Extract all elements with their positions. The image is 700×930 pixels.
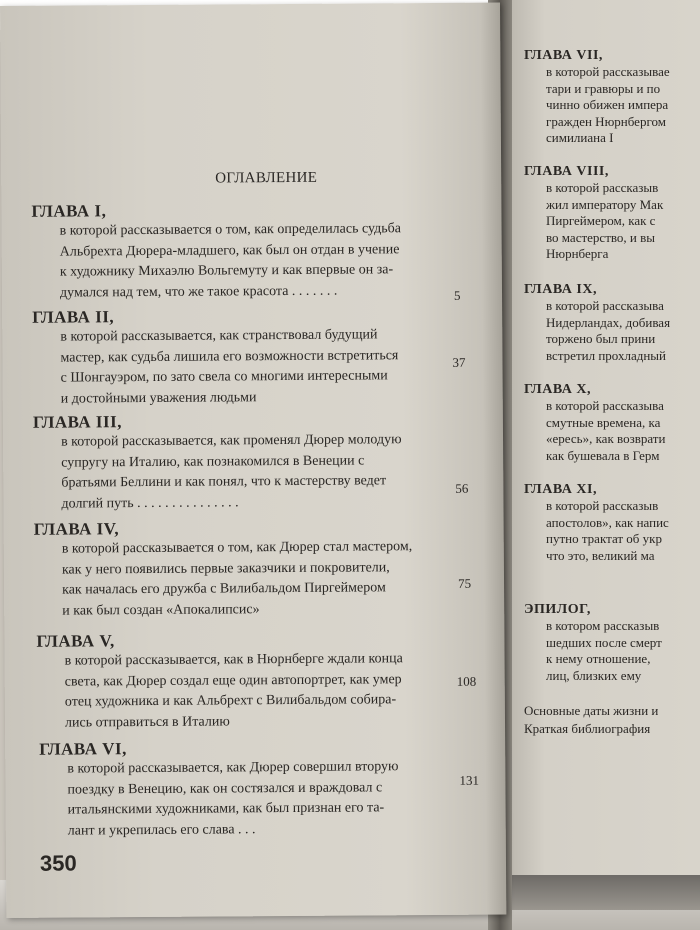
description-line: во мастерство, и вы [546, 229, 656, 245]
chapter-heading: ЭПИЛОГ, [524, 602, 591, 617]
chapter-heading: ГЛАВА VIII, [524, 164, 609, 179]
description-line: путно трактат об укр [546, 531, 662, 546]
description-line: торжено был прини [546, 331, 656, 346]
description-line: шедших после смерт [546, 634, 662, 650]
chapter-page-number: 108 [456, 673, 477, 689]
description-line: в которой рассказывается о том, как определилась судьба [59, 221, 402, 239]
chapter-description [62, 537, 413, 621]
description-line: жил императору Мак [546, 196, 664, 212]
description-line: симилиана I [546, 130, 614, 145]
chapter-entry [39, 737, 399, 842]
description-line: братьями Беллини и как понял, что к мастерству ведет [61, 473, 387, 491]
chapter-entry [34, 517, 413, 622]
description-line: долгий путь . . . . . . . . . . . . . . . [61, 494, 239, 512]
description-line: лиц, близких ему [546, 667, 642, 683]
description-line: чинно обижен импера [546, 97, 669, 112]
right-page-edge [506, 875, 700, 910]
chapter-description [67, 757, 399, 841]
description-line: в которой рассказывается, как Дюрер совершил вторую [67, 759, 399, 777]
appendix-entry: Краткая библиография [524, 721, 651, 736]
description-line: Пиргеймером, как с [546, 213, 656, 228]
description-line: поездку в Венецию, как он состязался и враждовал с [67, 779, 383, 798]
description-line: итальянскими художниками, как был признан его та- [67, 800, 385, 818]
chapter-page-number: 131 [459, 772, 479, 788]
chapter-entry [36, 629, 403, 734]
description-line: как у него появились первые заказчики и покровители, [61, 559, 390, 578]
chapter-description [546, 618, 662, 684]
chapter-description [546, 398, 665, 464]
chapter-entry [33, 410, 402, 515]
chapter-page-number: 37 [452, 354, 466, 370]
chapter-page-number: 5 [453, 287, 461, 303]
description-line: лись отправиться в Италию [64, 713, 230, 731]
chapter-page-number: 56 [455, 480, 469, 496]
description-line: апостолов», как напис [546, 514, 669, 530]
toc-title: ОГЛАВЛЕНИЕ [215, 169, 318, 187]
chapter-description [61, 430, 402, 514]
chapter-heading: ГЛАВА VI, [39, 739, 127, 759]
description-line: в котором рассказыв [546, 618, 660, 633]
description-line: света, как Дюрер создал еще один автопортрет, как умер [64, 671, 402, 690]
chapter-description [60, 325, 398, 409]
description-line: к художнику Михаэлю Вольгемуту и как впервые он за- [59, 262, 394, 280]
description-line: в которой рассказывается, как в Нюрнберге ждали конца [64, 651, 403, 669]
chapter-description [546, 64, 670, 147]
description-line: думался над тем, что же такое красота . . . . . . . [59, 283, 338, 301]
chapter-heading: ГЛАВА I, [31, 201, 107, 221]
chapter-entry [31, 199, 401, 304]
description-line: в которой рассказывается, как променял Дюрер молодую [60, 432, 402, 450]
chapter-entry [524, 382, 665, 464]
left-page [0, 3, 506, 918]
page-number: 350 [39, 850, 77, 876]
chapter-heading: ГЛАВА IV, [33, 519, 120, 539]
description-line: Нидерландах, добивая [546, 314, 671, 330]
description-line: в которой рассказыва [546, 298, 664, 313]
chapter-heading: ГЛАВА II, [32, 307, 115, 327]
description-line: Альбрехта Дюрера-младшего, как был он отдан в учение [59, 241, 400, 260]
chapter-entry [524, 282, 670, 364]
description-line: в которой рассказывается, как странствовал будущий [60, 327, 378, 345]
description-line: лант и укрепилась его слава . . . [67, 821, 256, 839]
description-line: «ересь», как возврати [546, 431, 666, 446]
chapter-entry [32, 305, 399, 410]
chapter-heading: ГЛАВА III, [32, 412, 123, 432]
chapter-entry [524, 482, 669, 564]
chapter-description [546, 498, 669, 564]
description-line: как началась его дружба с Вилибальдом Пиргеймером [62, 580, 386, 598]
description-line: отец художника и как Альбрехт с Вилибальдом собира- [64, 692, 397, 710]
description-line: в которой рассказыв [546, 180, 659, 195]
chapter-description [65, 649, 404, 733]
description-line: что это, великий ма [546, 547, 655, 563]
description-line: с Шонгауэром, по зато свела со многими интересными [60, 368, 388, 386]
description-line: мастер, как судьба лишила его возможности встретиться [60, 347, 399, 366]
chapter-entry [524, 48, 670, 147]
description-line: гражден Нюрнбергом [546, 113, 666, 129]
chapter-entry [524, 602, 662, 684]
chapter-description [60, 219, 402, 303]
description-line: к нему отношение, [546, 651, 651, 666]
chapter-heading: ГЛАВА X, [524, 382, 592, 397]
description-line: тари и гравюры и по [546, 80, 661, 96]
description-line: встретил прохладный [546, 347, 666, 363]
chapter-description [546, 180, 663, 263]
description-line: и как был создан «Апокалипсис» [62, 601, 260, 619]
chapter-description [546, 298, 670, 364]
chapter-heading: ГЛАВА VII, [524, 48, 603, 63]
chapter-heading: ГЛАВА IX, [524, 282, 597, 297]
appendix-entry: Основные даты жизни и [524, 703, 659, 718]
description-line: супругу на Италию, как познакомился в Венеции с [61, 452, 365, 471]
description-line: и достойными уважения людьми [60, 389, 257, 407]
chapter-heading: ГЛАВА XI, [524, 482, 597, 497]
description-line: в которой рассказывается о том, как Дюрер стал мастером, [61, 539, 413, 557]
description-line: в которой рассказыв [546, 498, 659, 513]
description-line: в которой рассказыва [546, 398, 664, 413]
chapter-page-number: 75 [457, 575, 472, 591]
chapter-heading: ГЛАВА V, [36, 631, 115, 651]
description-line: в которой рассказывае [546, 64, 670, 79]
description-line: как бушевала в Герм [546, 447, 660, 463]
description-line: смутные времена, ка [546, 414, 661, 430]
chapter-entry [524, 164, 663, 263]
description-line: Нюрнберга [546, 246, 609, 261]
